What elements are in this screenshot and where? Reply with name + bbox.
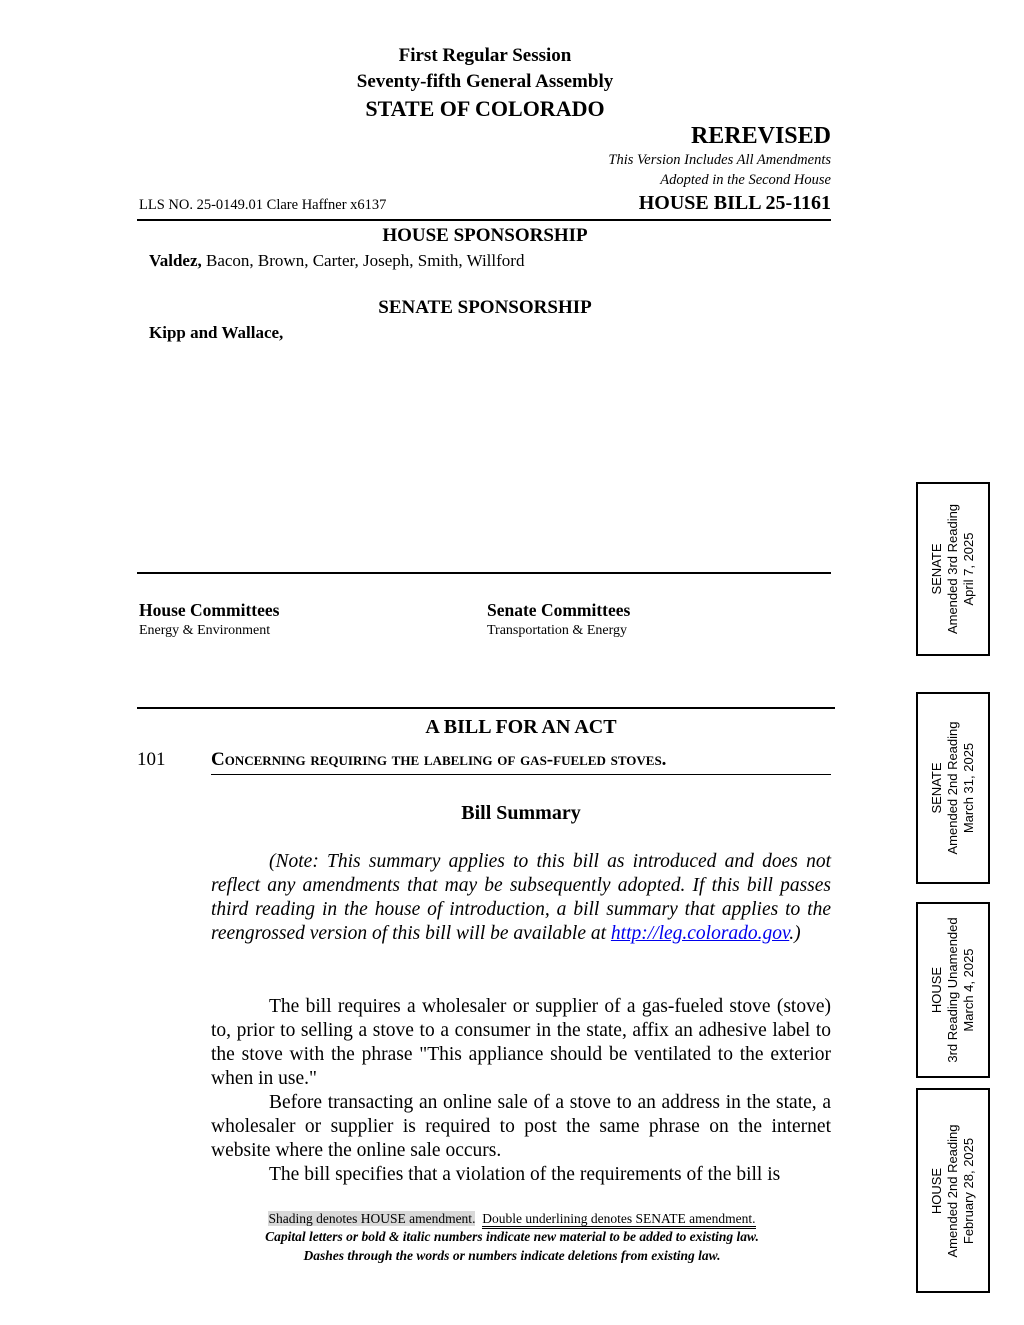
stamp-senate-2nd-reading — [916, 692, 990, 884]
note-text: (Note: This summary applies to this bill as introduced and does not reflect any amendments that may be subsequently adopted. If this bill passes third reading in the house of introduction, a bill summary that applies to the reengrossed version of this bill will be available at — [211, 851, 831, 944]
stamp-date: April 7, 2025 — [961, 532, 976, 606]
house-lead-sponsor: Valdez, — [149, 251, 202, 270]
version-note-2: Adopted in the Second House — [660, 172, 831, 188]
capital-letters-note: Capital letters or bold & italic numbers indicate new material to be added to existing law. — [265, 1229, 759, 1244]
stamp-action: Amended 2nd Reading — [945, 1124, 960, 1257]
bill-number: HOUSE BILL 25-1161 — [638, 192, 831, 214]
stamp-chamber: HOUSE — [929, 1167, 944, 1214]
summary-body — [211, 995, 831, 1187]
summary-paragraph-2: Before transacting an online sale of a stove to an address in the state, a wholesaler or supplier is required to post the same phrase on the internet website where the online sale occurs. — [211, 1092, 831, 1161]
house-sponsorship-title: HOUSE SPONSORSHIP — [382, 225, 588, 246]
note-end: .) — [789, 923, 801, 944]
concerning-clause: Concerning requiring the labeling of gas-fueled stoves. — [211, 749, 667, 770]
summary-paragraph-1: The bill requires a wholesaler or supplier of a gas-fueled stove (stove) to, prior to selling a stove to a consumer in the state, affix an adhesive label to the stove with the phrase "This appliance should be ventilated to the exterior when in use." — [211, 996, 831, 1089]
stamp-action: Amended 2nd Reading — [945, 721, 960, 855]
double-underline-note: Double underlining denotes SENATE amendment. — [482, 1211, 755, 1229]
stamp-chamber: SENATE — [929, 543, 944, 595]
session-heading: First Regular Session — [398, 45, 572, 66]
assembly-heading: Seventy-fifth General Assembly — [356, 71, 614, 92]
stamp-action: Amended 3rd Reading — [945, 503, 960, 635]
lls-number: LLS NO. 25-0149.01 Clare Haffner x6137 — [139, 197, 387, 213]
senate-committees-title: Senate Committees — [487, 600, 631, 620]
house-sponsors — [149, 251, 524, 271]
shading-note: Shading denotes HOUSE amendment. — [268, 1211, 476, 1226]
stamp-date: March 4, 2025 — [961, 948, 976, 1032]
committees-rule — [137, 572, 831, 574]
dashes-note: Dashes through the words or numbers indicate deletions from existing law. — [303, 1248, 721, 1263]
amendment-legend — [0, 1211, 1024, 1227]
house-committees-list: Energy & Environment — [139, 623, 271, 638]
status-label: REREVISED — [690, 123, 831, 149]
summary-paragraph-3: The bill specifies that a violation of the requirements of the bill is — [269, 1164, 781, 1185]
stamp-date: February 28, 2025 — [961, 1137, 976, 1244]
header-rule — [137, 219, 831, 221]
leg-colorado-link[interactable]: http://leg.colorado.gov — [610, 923, 790, 944]
concerning-rule — [211, 774, 831, 775]
summary-note — [211, 850, 831, 946]
stamp-chamber: HOUSE — [929, 966, 944, 1014]
state-heading: STATE OF COLORADO — [365, 96, 605, 121]
stamp-house-2nd-reading — [916, 1088, 990, 1293]
line-number: 101 — [137, 749, 166, 770]
stamp-date: March 31, 2025 — [961, 742, 976, 834]
senate-committees-list: Transportation & Energy — [487, 623, 627, 638]
stamp-chamber: SENATE — [929, 762, 944, 814]
house-committees-title: House Committees — [139, 600, 280, 620]
stamp-action: 3rd Reading Unamended — [945, 917, 960, 1063]
summary-title: Bill Summary — [461, 802, 581, 824]
senate-sponsors: Kipp and Wallace, — [149, 323, 284, 342]
stamp-house-3rd-reading — [916, 902, 990, 1078]
bill-title-rule — [137, 707, 835, 709]
bill-act-title: A BILL FOR AN ACT — [425, 716, 617, 738]
stamp-senate-3rd-reading — [916, 482, 990, 656]
house-other-sponsors: Bacon, Brown, Carter, Joseph, Smith, Willford — [206, 251, 525, 270]
senate-sponsorship-title: SENATE SPONSORSHIP — [378, 297, 592, 318]
version-note-1: This Version Includes All Amendments — [608, 152, 831, 168]
